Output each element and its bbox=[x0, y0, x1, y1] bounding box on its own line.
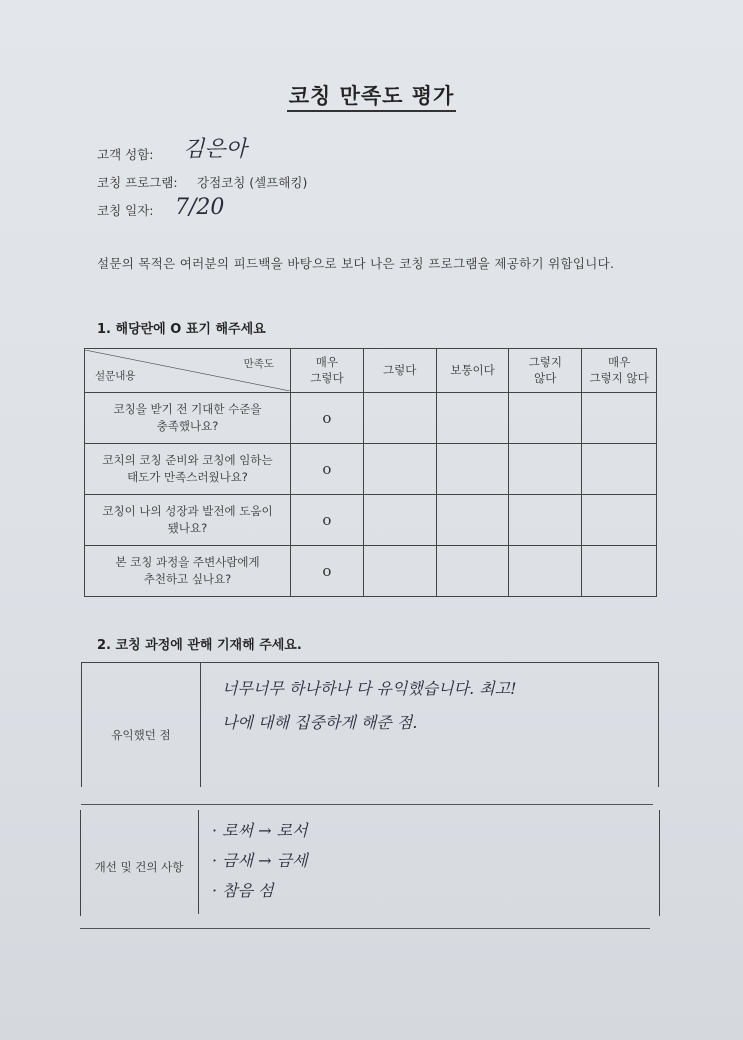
question-text: 코칭을 받기 전 기대한 수준을 충족했나요? bbox=[85, 393, 291, 444]
answer-cell[interactable] bbox=[363, 546, 436, 597]
answer-cell[interactable] bbox=[436, 546, 509, 597]
client-name-label: 고객 성함: bbox=[97, 147, 154, 162]
improve-line-3[interactable]: · 참음 섬 bbox=[212, 881, 274, 900]
satisfaction-table bbox=[84, 348, 657, 597]
answer-cell[interactable] bbox=[509, 495, 582, 546]
answer-cell[interactable] bbox=[363, 393, 436, 444]
answer-cell[interactable] bbox=[509, 444, 582, 495]
useful-divider bbox=[200, 663, 201, 787]
scale-neutral: 보통이다 bbox=[436, 349, 509, 393]
handwritten-mark: o bbox=[322, 562, 332, 580]
handwritten-mark: o bbox=[322, 511, 332, 529]
handwritten-mark: o bbox=[322, 409, 332, 427]
answer-cell[interactable] bbox=[363, 495, 436, 546]
date-handwritten: 7/20 bbox=[175, 195, 225, 220]
useful-bottom-line bbox=[81, 804, 653, 805]
answer-cell[interactable] bbox=[582, 546, 657, 597]
answer-cell[interactable] bbox=[582, 495, 657, 546]
useful-line-1[interactable]: 너무너무 하나하나 다 유익했습니다. 최고! bbox=[222, 679, 517, 698]
table-row bbox=[85, 393, 657, 444]
answer-cell[interactable] bbox=[582, 444, 657, 495]
handwritten-mark: o bbox=[322, 460, 332, 478]
header-satisfaction: 만족도 bbox=[243, 358, 274, 370]
answer-cell[interactable] bbox=[291, 444, 364, 495]
useful-line-2[interactable]: 나에 대해 집중하게 해준 점. bbox=[222, 713, 418, 732]
section2-heading: 2. 코칭 과정에 관해 기재해 주세요. bbox=[97, 638, 302, 653]
useful-label: 유익했던 점 bbox=[111, 728, 171, 742]
scale-very-agree: 매우 그렇다 bbox=[291, 349, 364, 393]
section1-heading: 1. 해당란에 O 표기 해주세요 bbox=[97, 322, 266, 337]
diagonal-header-cell bbox=[85, 349, 291, 393]
answer-cell[interactable] bbox=[436, 495, 509, 546]
answer-cell[interactable] bbox=[291, 495, 364, 546]
scale-very-disagree: 매우 그렇지 않다 bbox=[582, 349, 657, 393]
improve-divider bbox=[198, 810, 199, 914]
answer-cell[interactable] bbox=[509, 546, 582, 597]
answer-cell[interactable] bbox=[363, 444, 436, 495]
program-value: 강점코칭 (셀프해킹) bbox=[197, 175, 308, 190]
question-text: 코치의 코칭 준비와 코칭에 임하는 태도가 만족스러웠나요? bbox=[85, 444, 291, 495]
question-text: 본 코칭 과정을 주변사람에게 추천하고 싶나요? bbox=[85, 546, 291, 597]
improve-line-2[interactable]: · 금새 → 금세 bbox=[212, 851, 308, 870]
improve-label: 개선 및 건의 사항 bbox=[94, 860, 184, 874]
table-row bbox=[85, 546, 657, 597]
improve-bottom-line bbox=[80, 928, 650, 929]
scale-disagree: 그렇지 않다 bbox=[509, 349, 582, 393]
header-content: 설문내용 bbox=[95, 369, 136, 382]
answer-cell[interactable] bbox=[582, 393, 657, 444]
table-row bbox=[85, 444, 657, 495]
answer-cell[interactable] bbox=[291, 393, 364, 444]
question-text: 코칭이 나의 성장과 발전에 도움이 됐나요? bbox=[85, 495, 291, 546]
date-label: 코칭 일자: bbox=[97, 203, 154, 218]
answer-cell[interactable] bbox=[436, 444, 509, 495]
scale-agree: 그렇다 bbox=[363, 349, 436, 393]
answer-cell[interactable] bbox=[436, 393, 509, 444]
program-label: 코칭 프로그램: bbox=[97, 175, 178, 190]
table-row bbox=[85, 495, 657, 546]
client-name-handwritten: 김은아 bbox=[183, 137, 247, 162]
answer-cell[interactable] bbox=[291, 546, 364, 597]
answer-cell[interactable] bbox=[509, 393, 582, 444]
intro-text: 설문의 목적은 여러분의 피드백을 바탕으로 보다 나은 코칭 프로그램을 제공하기 위함입니다. bbox=[97, 256, 615, 271]
improve-line-1[interactable]: · 로써 → 로서 bbox=[212, 821, 308, 840]
form-title: 코칭 만족도 평가 bbox=[0, 80, 743, 110]
